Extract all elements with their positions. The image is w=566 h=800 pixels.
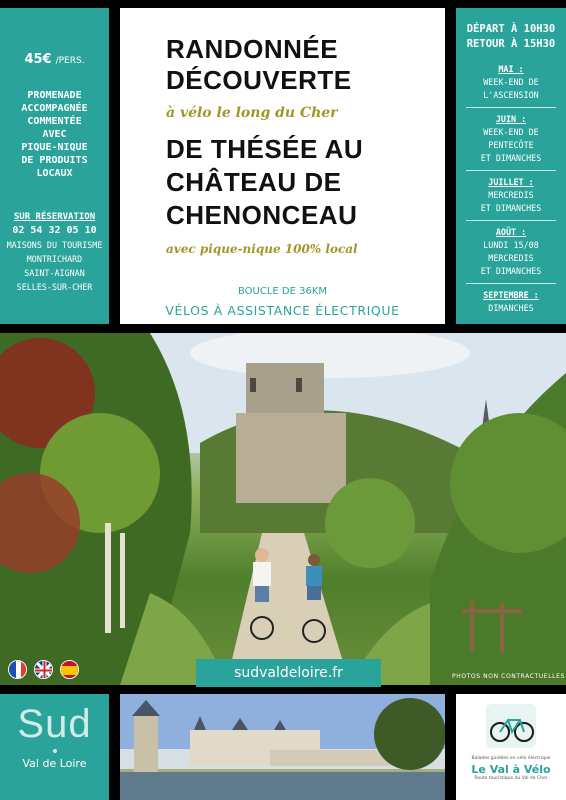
schedule-line: WEEK-END DE — [483, 127, 539, 137]
title-line: RANDONNÉE — [166, 34, 339, 64]
divider — [466, 220, 556, 221]
logo-subline: Route touristique du Val de Cher — [474, 776, 548, 781]
title-line: DÉCOUVERTE — [166, 65, 352, 95]
title-panel — [120, 8, 445, 324]
spanish-flag-icon[interactable] — [60, 660, 79, 679]
price-value: 45€ — [24, 52, 52, 67]
schedule-line: WEEK-END DE — [483, 77, 539, 87]
price — [0, 52, 109, 67]
cyclists-photo — [0, 333, 566, 685]
schedule-month: JUILLET : — [488, 177, 534, 187]
reservation-info — [0, 210, 109, 294]
le-val-a-velo-logo — [456, 694, 566, 800]
office-line: SAINT-AIGNAN — [24, 268, 85, 278]
schedule-month: JUIN : — [495, 114, 527, 124]
promo-line: AVEC — [42, 129, 67, 140]
sud-val-de-loire-logo — [0, 694, 109, 800]
promo-line: PROMENADE — [27, 90, 82, 101]
office-line: MAISONS DU TOURISME — [6, 240, 103, 250]
reservation-label: SUR RÉSERVATION — [13, 212, 96, 222]
schedule-month: SEPTEMBRE : — [483, 290, 539, 300]
french-flag-icon[interactable] — [8, 660, 27, 679]
office-line: SELLES-SUR-CHER — [16, 282, 93, 292]
photo-disclaimer: PHOTOS NON CONTRACTUELLES — [452, 673, 565, 680]
loop-distance: BOUCLE DE 36KM — [237, 286, 328, 297]
schedule-line: PENTECÔTE — [488, 140, 534, 150]
divider — [466, 283, 556, 284]
schedule-panel — [456, 8, 566, 324]
ebike-label: VÉLOS À ASSISTANCE ÉLECTRIQUE — [165, 303, 400, 318]
logo-sud-text: Sud — [17, 702, 92, 746]
schedule-line: L'ASCENSION — [483, 90, 539, 100]
route-title — [166, 133, 363, 232]
schedule-list — [456, 63, 566, 315]
title-line: CHENONCEAU — [166, 200, 358, 230]
promo-line: COMMENTÉE — [27, 116, 82, 127]
departure-time: DÉPART À 10H30 — [466, 23, 556, 35]
schedule-line: LUNDI 15/08 — [483, 240, 539, 250]
schedule-month: MAI : — [498, 64, 524, 74]
promo-text — [0, 89, 109, 180]
schedule-line: MERCREDIS — [488, 190, 534, 200]
info-panel-left — [0, 8, 109, 324]
cyclists-illustration — [0, 333, 566, 685]
bicycle-icon — [476, 700, 546, 752]
logo-name: Le Val à Vélo — [471, 763, 551, 776]
return-time: RETOUR À 15H30 — [466, 38, 556, 50]
schedule-line: ET DIMANCHES — [480, 153, 542, 163]
office-line: MONTRICHARD — [26, 254, 83, 264]
main-title — [166, 34, 352, 96]
schedule-line: DIMANCHES — [488, 303, 534, 313]
schedule-month: AOÛT : — [495, 227, 527, 237]
subtitle-bike: à vélo le long du Cher — [166, 105, 338, 121]
logo-tagline: Balades guidées en vélo électrique — [471, 756, 551, 761]
schedule-line: ET DIMANCHES — [480, 203, 542, 213]
website-link[interactable]: sudvaldeloire.fr — [196, 659, 381, 687]
chateau-illustration — [120, 694, 445, 800]
logo-dot — [53, 749, 57, 753]
subtitle-picnic: avec pique-nique 100% local — [166, 242, 358, 256]
title-line: DE THÉSÉE AU — [166, 134, 364, 164]
phone-number[interactable]: 02 54 32 05 10 — [12, 225, 97, 236]
promo-line: DE PRODUITS — [21, 155, 88, 166]
schedule-line: ET DIMANCHES — [480, 266, 542, 276]
title-line: CHÂTEAU DE — [166, 167, 342, 197]
divider — [466, 170, 556, 171]
logo-region-text: Val de Loire — [22, 757, 87, 770]
times — [456, 22, 566, 52]
promo-line: LOCAUX — [36, 168, 73, 179]
promo-line: ACCOMPAGNÉE — [21, 103, 88, 114]
price-unit: /PERS. — [55, 56, 85, 66]
chenonceau-photo — [120, 694, 445, 800]
uk-flag-icon[interactable] — [34, 660, 53, 679]
schedule-line: MERCREDIS — [488, 253, 534, 263]
promo-line: PIQUE-NIQUE — [21, 142, 88, 153]
divider — [466, 107, 556, 108]
